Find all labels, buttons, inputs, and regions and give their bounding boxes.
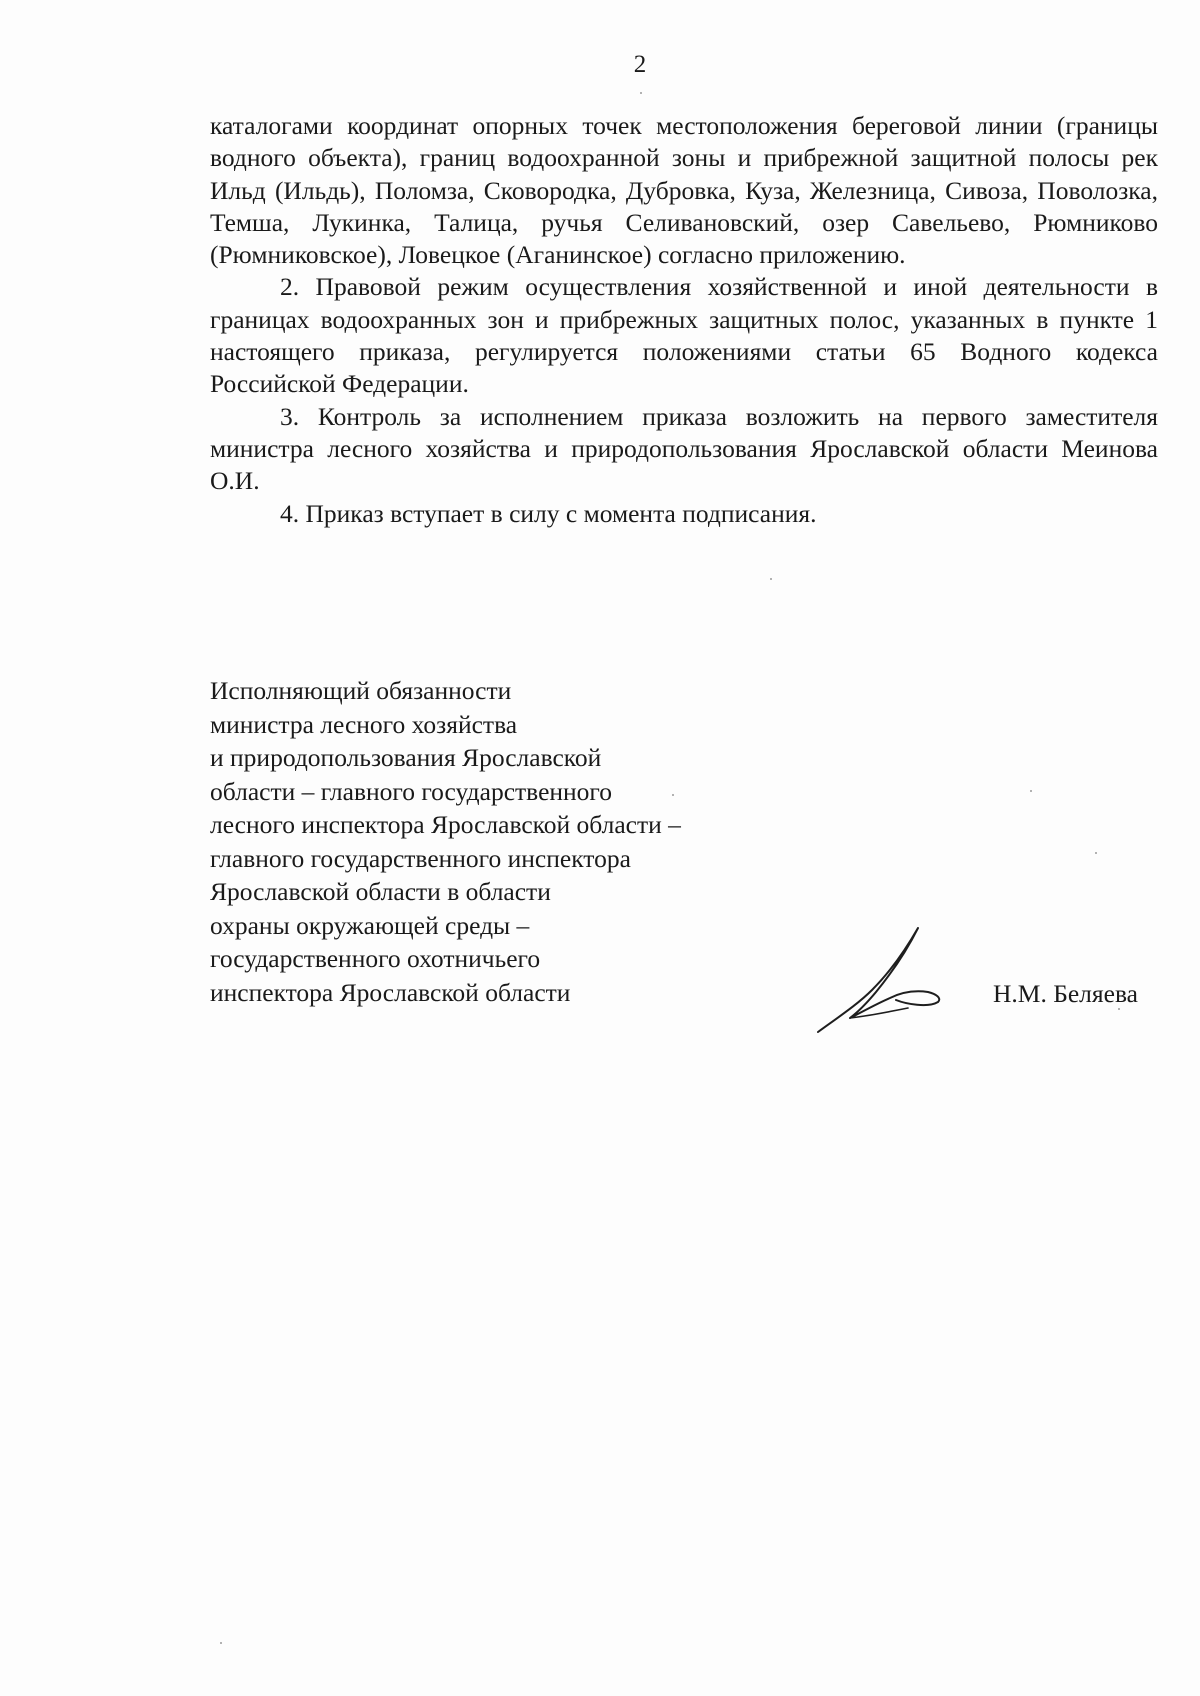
scan-speck: [1118, 1008, 1120, 1010]
signer-name: Н.М. Беляева: [993, 979, 1138, 1008]
page-number: 2: [633, 51, 647, 78]
handwritten-signature: [810, 920, 950, 1040]
scan-speck: [672, 794, 674, 796]
signatory-title-line: Исполняющий обязанности: [210, 676, 512, 705]
order-body: [210, 110, 1158, 530]
scan-speck: [1030, 790, 1032, 792]
signatory-title-line: и природопользования Ярославской: [210, 743, 602, 772]
paragraph-3: 3. Контроль за исполнением приказа возложить на первого заместителя министра лесного хозяйства и природопользования Ярославской области Меинова О.И.: [210, 401, 1158, 496]
scan-speck: [1095, 852, 1097, 854]
paragraph-4: 4. Приказ вступает в силу с момента подписания.: [280, 498, 817, 528]
signatory-title-line: области – главного государственного: [210, 776, 612, 806]
signatory-title-line: инспектора Ярославской области: [210, 977, 571, 1007]
signatory-title-line: министра лесного хозяйства: [210, 709, 518, 739]
scan-speck: [220, 1642, 222, 1644]
signatory-title-line: главного государственного инспектора: [210, 843, 631, 873]
signatory-title-line: охраны окружающей среды –: [210, 910, 530, 940]
scan-speck: [770, 578, 772, 580]
signatory-title-line: Ярославской области в области: [210, 877, 551, 906]
paragraph-2: 2. Правовой режим осуществления хозяйственной и иной деятельности в границах водоохранных зон и прибрежных защитных полос, указанных в пункте 1 настоящего приказа, регулируется положениями статьи 65 Водного кодекса Российской Федерации.: [210, 272, 1158, 399]
signatory-title-line: государственного охотничьего: [210, 944, 541, 973]
paragraph-1-continuation: каталогами координат опорных точек местоположения береговой линии (границы водного объекта), границ водоохранной зоны и прибрежной защитной полосы рек Ильд (Ильдь), Поломза, Сковородка, Дубровка, Куза, Железница, Сивоза, Поволозка, Темша, Лукинка, Талица, ручья Селивановский, озер Савельево, Рюмниково (Рюмниковское), Ловецкое (Аганинское) согласно приложению.: [210, 111, 1158, 270]
signature-stroke-main: [818, 928, 939, 1032]
signatory-title: [210, 674, 770, 1009]
scan-speck: [640, 92, 642, 94]
signatory-title-line: лесного инспектора Ярославской области –: [210, 810, 681, 839]
